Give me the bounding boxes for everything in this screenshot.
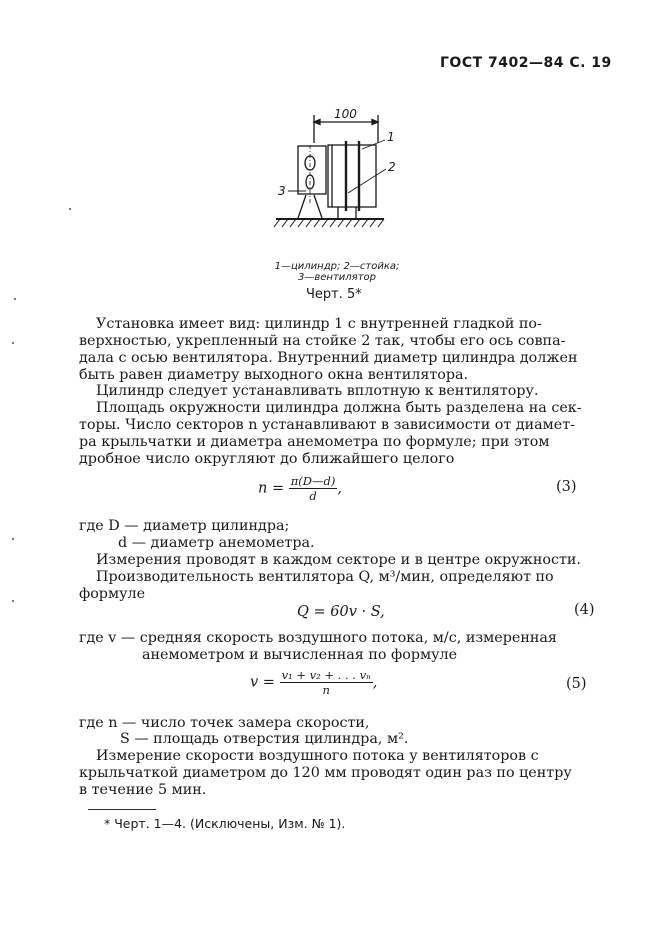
ground-hatching <box>274 219 384 227</box>
fan-leg-left <box>298 195 306 218</box>
footnote: * Черт. 1—4. (Исключены, Изм. № 1). <box>104 816 346 831</box>
fraction-numerator: v₁ + v₂ + . . . vₙ <box>281 668 371 682</box>
text-line: быть равен диаметру выходного окна вентилятора. <box>79 367 469 383</box>
text-line: где D — диаметр цилиндра; <box>79 518 290 534</box>
callout-3: 3 <box>278 184 286 198</box>
scan-speck <box>12 342 14 344</box>
formula-5: v = $\frac{\text{v₁ + v₂ + . . . vₙ}}{n}$ , <box>250 668 378 697</box>
fan-leg-right <box>314 195 322 218</box>
text-line: d — диаметр анемометра. <box>118 535 315 551</box>
text-line: крыльчаткой диаметром до 120 мм проводят один раз по центру <box>79 765 572 781</box>
text-line: верхностью, укрепленный на стойке 2 так, чтобы его ось совпа- <box>79 333 566 349</box>
text-line: Измерение скорости воздушного потока у вентиляторов с <box>96 748 539 764</box>
text-line: где n — число точек замера скорости, <box>79 715 370 731</box>
equation-number: (3) <box>556 479 577 495</box>
text-line: где v — средняя скорость воздушного потока, м/с, измеренная <box>79 630 557 646</box>
formula-4: Q = 60v · S, <box>297 604 385 620</box>
fraction-denominator: n <box>322 683 330 697</box>
text-line: S — площадь отверстия цилиндра, м². <box>120 731 409 747</box>
scan-speck <box>14 298 16 300</box>
formula-3: n = $\frac{\pi(D—d)}{d}$ , <box>258 474 342 503</box>
scan-speck <box>12 538 14 540</box>
text-line: ра крыльчатки и диаметра анемометра по формуле; при этом <box>79 434 550 450</box>
leader-2 <box>348 169 386 193</box>
text-line: дала с осью вентилятора. Внутренний диаметр цилиндра должен <box>79 350 578 366</box>
scan-speck <box>12 600 14 602</box>
text-line: торы. Число секторов n устанавливают в зависимости от диамет- <box>79 417 576 433</box>
text-line: Установка имеет вид: цилиндр 1 с внутренней гладкой по- <box>96 316 542 332</box>
text-line: Измерения проводят в каждом секторе и в центре окружности. <box>96 552 581 568</box>
page-header: ГОСТ 7402—84 С. 19 <box>440 55 612 71</box>
fraction-denominator: d <box>309 489 317 503</box>
callout-2: 2 <box>388 160 396 174</box>
equation-number: (5) <box>566 676 587 692</box>
text-line: в течение 5 мин. <box>79 782 207 798</box>
formula-fraction <box>280 668 373 697</box>
callout-1: 1 <box>387 130 395 144</box>
text-line: анемометром и вычисленная по формуле <box>142 647 458 663</box>
figure-legend <box>262 261 412 283</box>
legend-line: 3—вентилятор <box>298 272 376 283</box>
formula-lhs: v = <box>250 674 275 691</box>
text-line: Производительность вентилятора Q, м³/мин, определяют по <box>96 569 554 585</box>
dimension-label: 100 <box>334 107 357 121</box>
cylinder <box>328 145 376 207</box>
legend-line: 1—цилиндр; 2—стойка; <box>274 261 400 272</box>
formula-fraction <box>289 474 338 503</box>
text-line: Цилиндр следует устанавливать вплотную к вентилятору. <box>96 383 539 399</box>
fraction-numerator: π(D—d) <box>290 474 336 488</box>
figure-caption: Черт. 5* <box>306 287 362 302</box>
equation-number: (4) <box>574 602 595 618</box>
text-line: формуле <box>79 586 146 602</box>
text-line: дробное число округляют до ближайшего целого <box>79 451 455 467</box>
setup-drawing <box>262 105 412 245</box>
text-line: Площадь окружности цилиндра должна быть разделена на сек- <box>96 400 582 416</box>
scan-speck <box>69 208 71 210</box>
formula-lhs: n = <box>258 480 285 497</box>
footnote-rule <box>88 809 156 810</box>
